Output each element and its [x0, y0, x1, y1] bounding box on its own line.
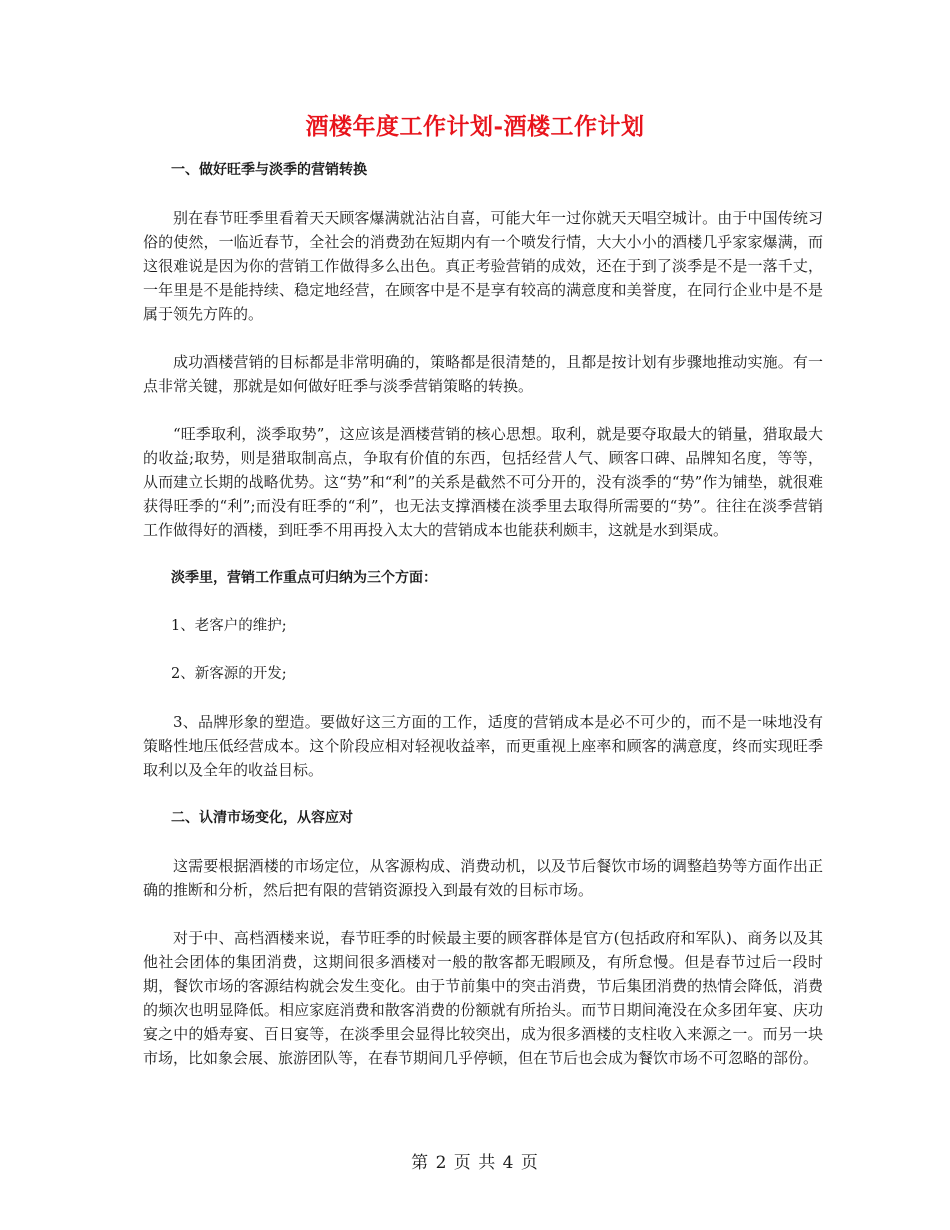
list-item-2: 2、新客源的开发;: [171, 666, 287, 682]
section2-paragraph-2: 对于中、高档酒楼来说，春节旺季的时候最主要的顾客群体是官方(包括政府和军队)、商务以及其他社会团体的集团消费，这期间很多酒楼对一般的散客都无暇顾及，有所怠慢。但是春节过后一段时期，餐饮市场的客源结构就会发生变化。由于节前集中的突击消费，节后集团消费的热情会降低，消费的频次也明显降低。相应家庭消费和散客消费的份额就有所抬头。而节日期间淹没在众多团年宴、庆功宴之中的婚寿宴、百日宴等，在淡季里会显得比较突出，成为很多酒楼的支柱收入来源之一。而另一块市场，比如象会展、旅游团队等，在春节期间几乎停顿，但在节后也会成为餐饮市场不可忽略的部份。: [143, 929, 823, 1067]
list-item-3: 3、品牌形象的塑造。要做好这三方面的工作，适度的营销成本是必不可少的，而不是一味地没有策略性地压低经营成本。这个阶段应相对轻视收益率，而更重视上座率和顾客的满意度，终而实现旺季取利以及全年的收益目标。: [143, 713, 823, 779]
section1-paragraph-2: 成功酒楼营销的目标都是非常明确的，策略都是很清楚的，且都是按计划有步骤地推动实施。有一点非常关键，那就是如何做好旺季与淡季营销策略的转换。: [143, 353, 823, 395]
section1-heading: 一、做好旺季与淡季的营销转换: [171, 162, 367, 178]
section1-paragraph-3: “旺季取利，淡季取势”，这应该是酒楼营销的核心思想。取利，就是要夺取最大的销量，猎取最大的收益;取势，则是猎取制高点，争取有价值的东西，包括经营人气、顾客口碑、品牌知名度，等等，从而建立长期的战略优势。这“势”和“利”的关系是截然不可分开的，没有淡季的“势”作为铺垫，就很难获得旺季的“利”;而没有旺季的“利”，也无法支撑酒楼在淡季里去取得所需要的“势”。往往在淡季营销工作做得好的酒楼，到旺季不用再投入太大的营销成本也能获利颇丰，这就是水到渠成。: [143, 425, 823, 539]
section2-heading: 二、认清市场变化，从容应对: [171, 810, 353, 826]
section2-paragraph-1: 这需要根据酒楼的市场定位，从客源构成、消费动机，以及节后餐饮市场的调整趋势等方面作出正确的推断和分析，然后把有限的营销资源投入到最有效的目标市场。: [143, 857, 823, 899]
list-item-1: 1、老客户的维护;: [171, 618, 287, 634]
page-number-footer: 第 2 页 共 4 页: [411, 1153, 539, 1173]
document-body: [143, 158, 823, 1070]
section1-subheading: 淡季里，营销工作重点可归纳为三个方面：: [171, 570, 437, 586]
section1-paragraph-1: 别在春节旺季里看着天天顾客爆满就沾沾自喜，可能大年一过你就天天唱空城计。由于中国传统习俗的使然，一临近春节，全社会的消费劲在短期内有一个喷发行情，大大小小的酒楼几乎家家爆满，而这很难说是因为你的营销工作做得多么出色。真正考验营销的成效，还在于到了淡季是不是一落千丈，一年里是不是能持续、稳定地经营，在顾客中是不是享有较高的满意度和美誉度，在同行企业中是不是属于领先方阵的。: [143, 209, 823, 323]
document-title: 酒楼年度工作计划-酒楼工作计划: [305, 113, 645, 140]
